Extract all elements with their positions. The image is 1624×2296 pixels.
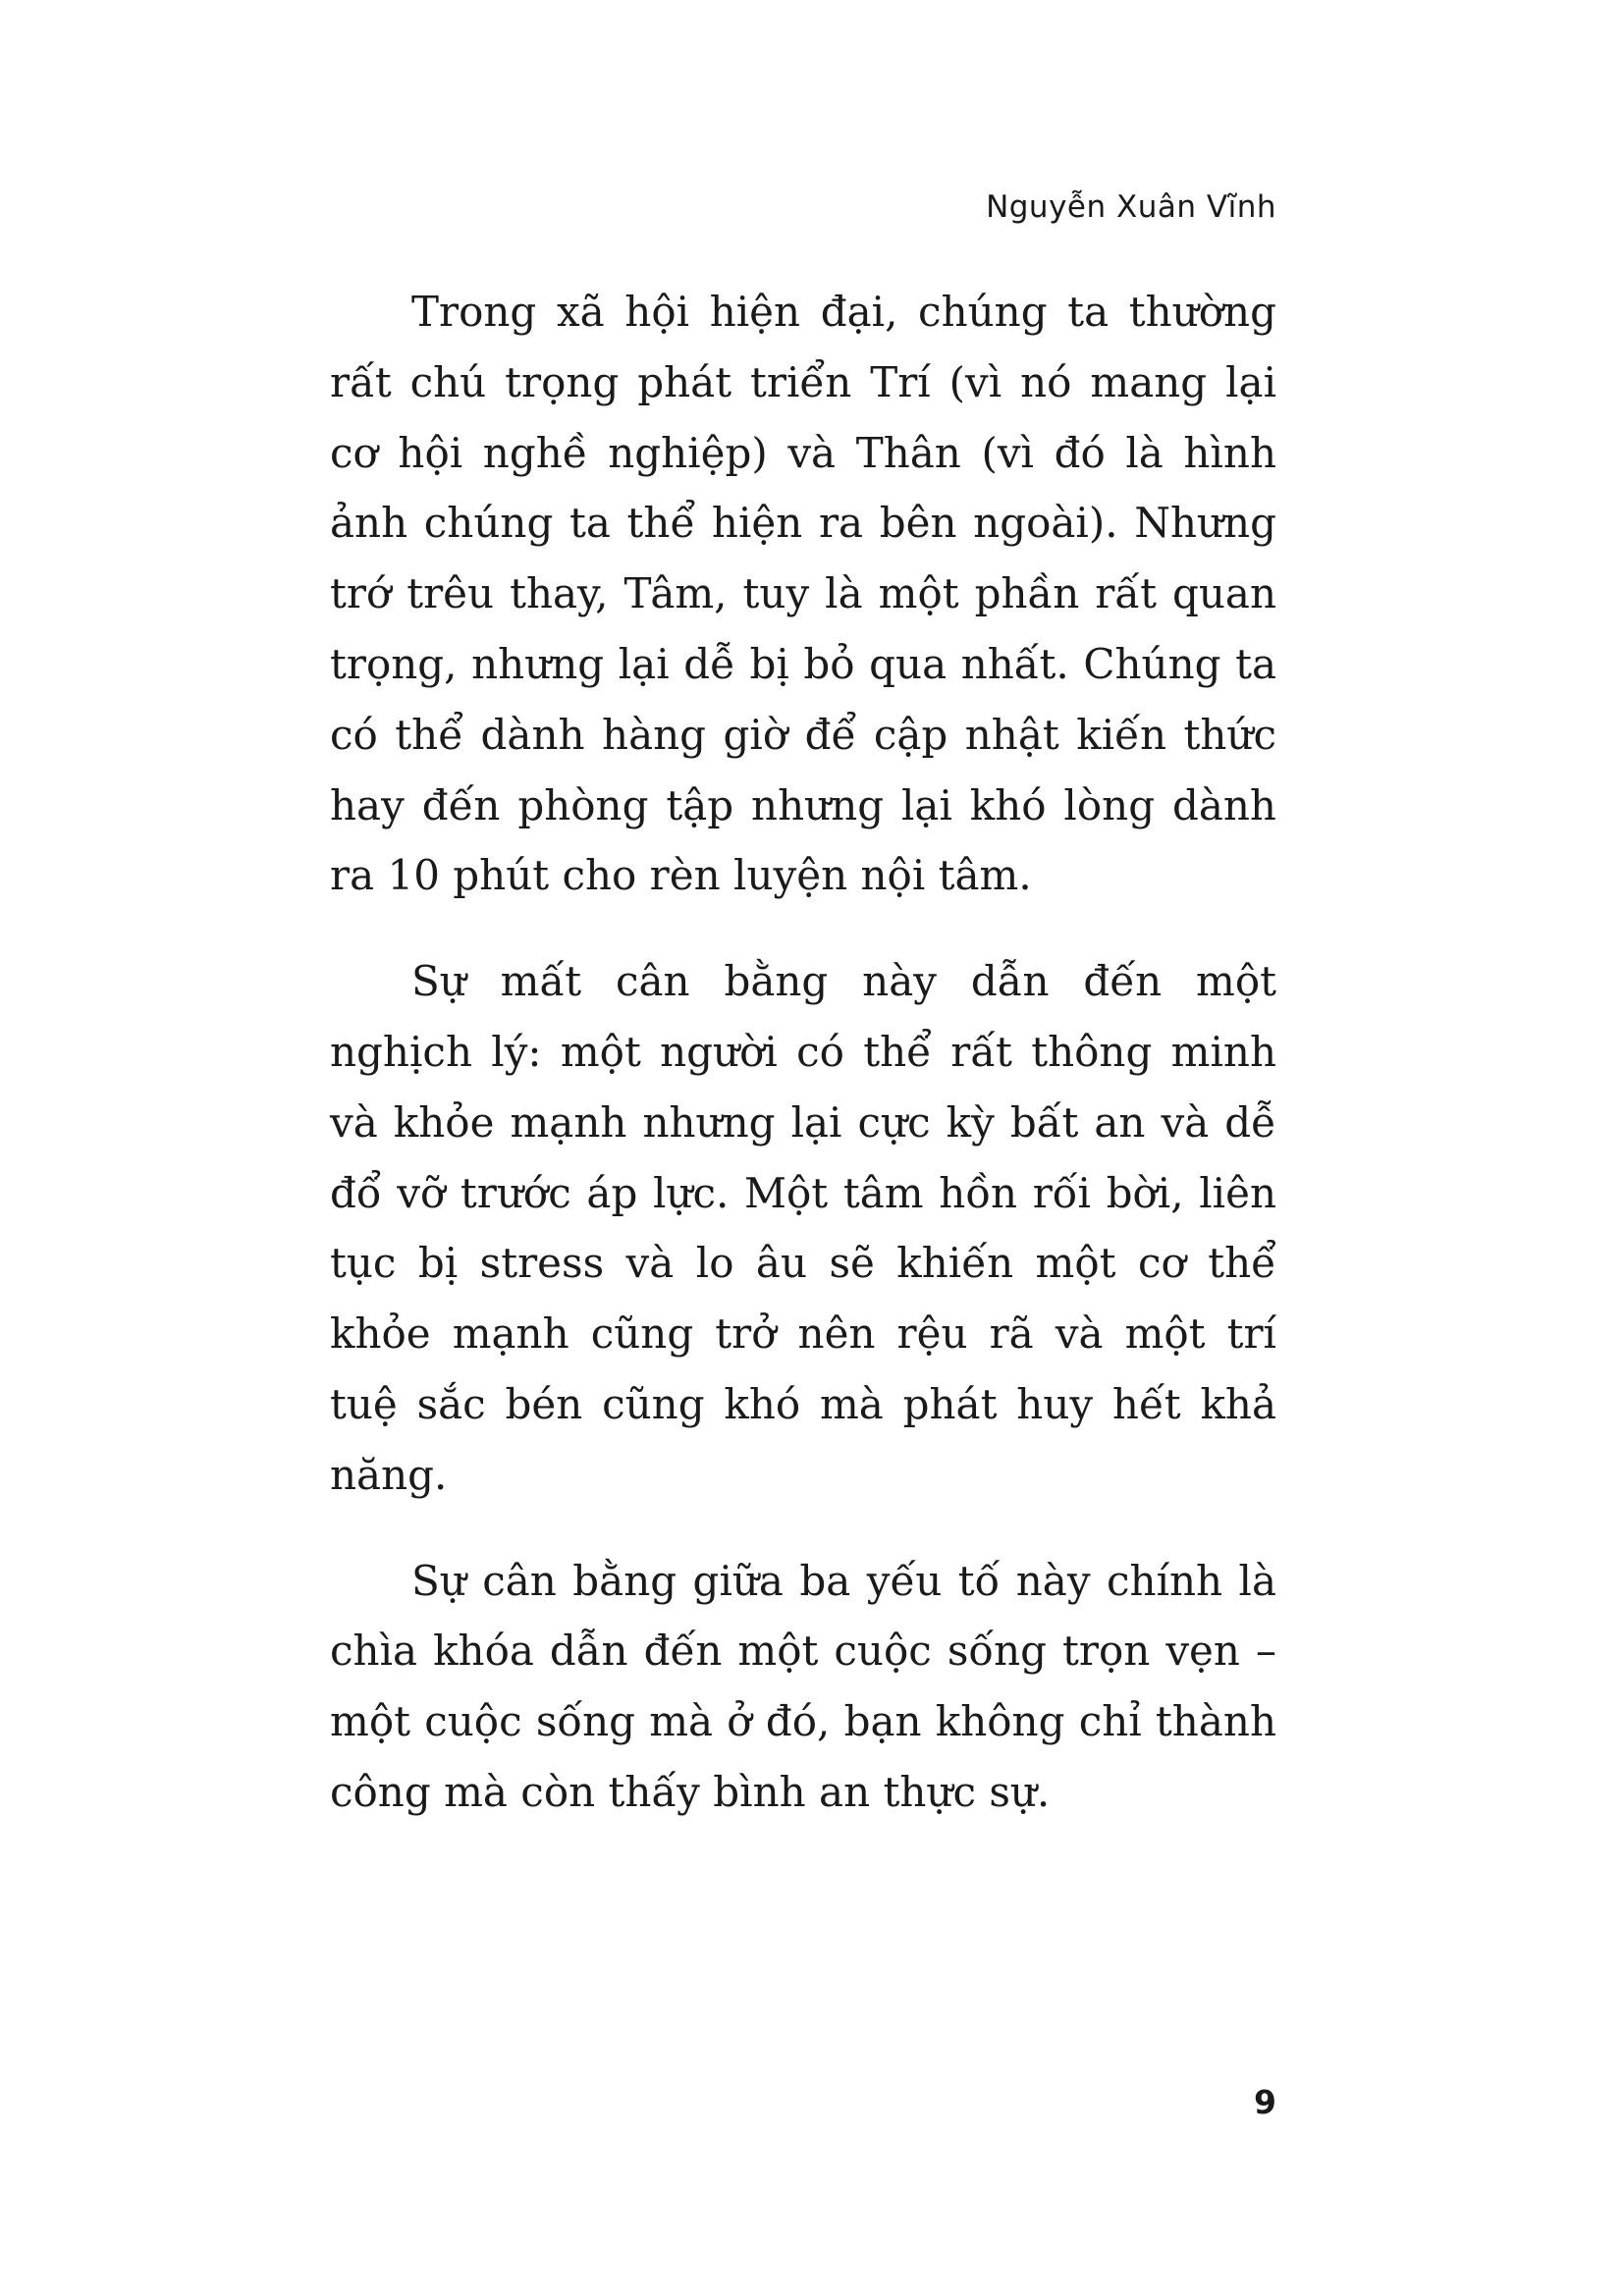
page-number: 9: [1254, 2083, 1276, 2121]
paragraph: Trong xã hội hiện đại, chúng ta thường rất chú trọng phát triển Trí (vì nó mang lại cơ hội nghề nghiệp) và Thân (vì đó là hình ảnh chúng ta thể hiện ra bên ngoài). Nhưng trớ trêu thay, Tâm, tuy là một phần rất quan trọng, nhưng lại dễ bị bỏ qua nhất. Chúng ta có thể dành hàng giờ để cập nhật kiến thức hay đến phòng tập nhưng lại khó lòng dành ra 10 phút cho rèn luyện nội tâm.: [330, 288, 1276, 900]
paragraph: Sự cân bằng giữa ba yếu tố này chính là chìa khóa dẫn đến một cuộc sống trọn vẹn – một cuộc sống mà ở đó, bạn không chỉ thành công mà còn thấy bình an thực sự.: [330, 1556, 1276, 1816]
body-text: [330, 277, 1276, 1863]
paragraph: Sự mất cân bằng này dẫn đến một nghịch lý: một người có thể rất thông minh và khỏe mạnh nhưng lại cực kỳ bất an và dễ đổ vỡ trước áp lực. Một tâm hồn rối bời, liên tục bị stress và lo âu sẽ khiến một cơ thể khỏe mạnh cũng trở nên rệu rã và một trí tuệ sắc bén cũng khó mà phát huy hết khả năng.: [330, 957, 1276, 1499]
running-header-author: Nguyễn Xuân Vĩnh: [986, 189, 1276, 225]
